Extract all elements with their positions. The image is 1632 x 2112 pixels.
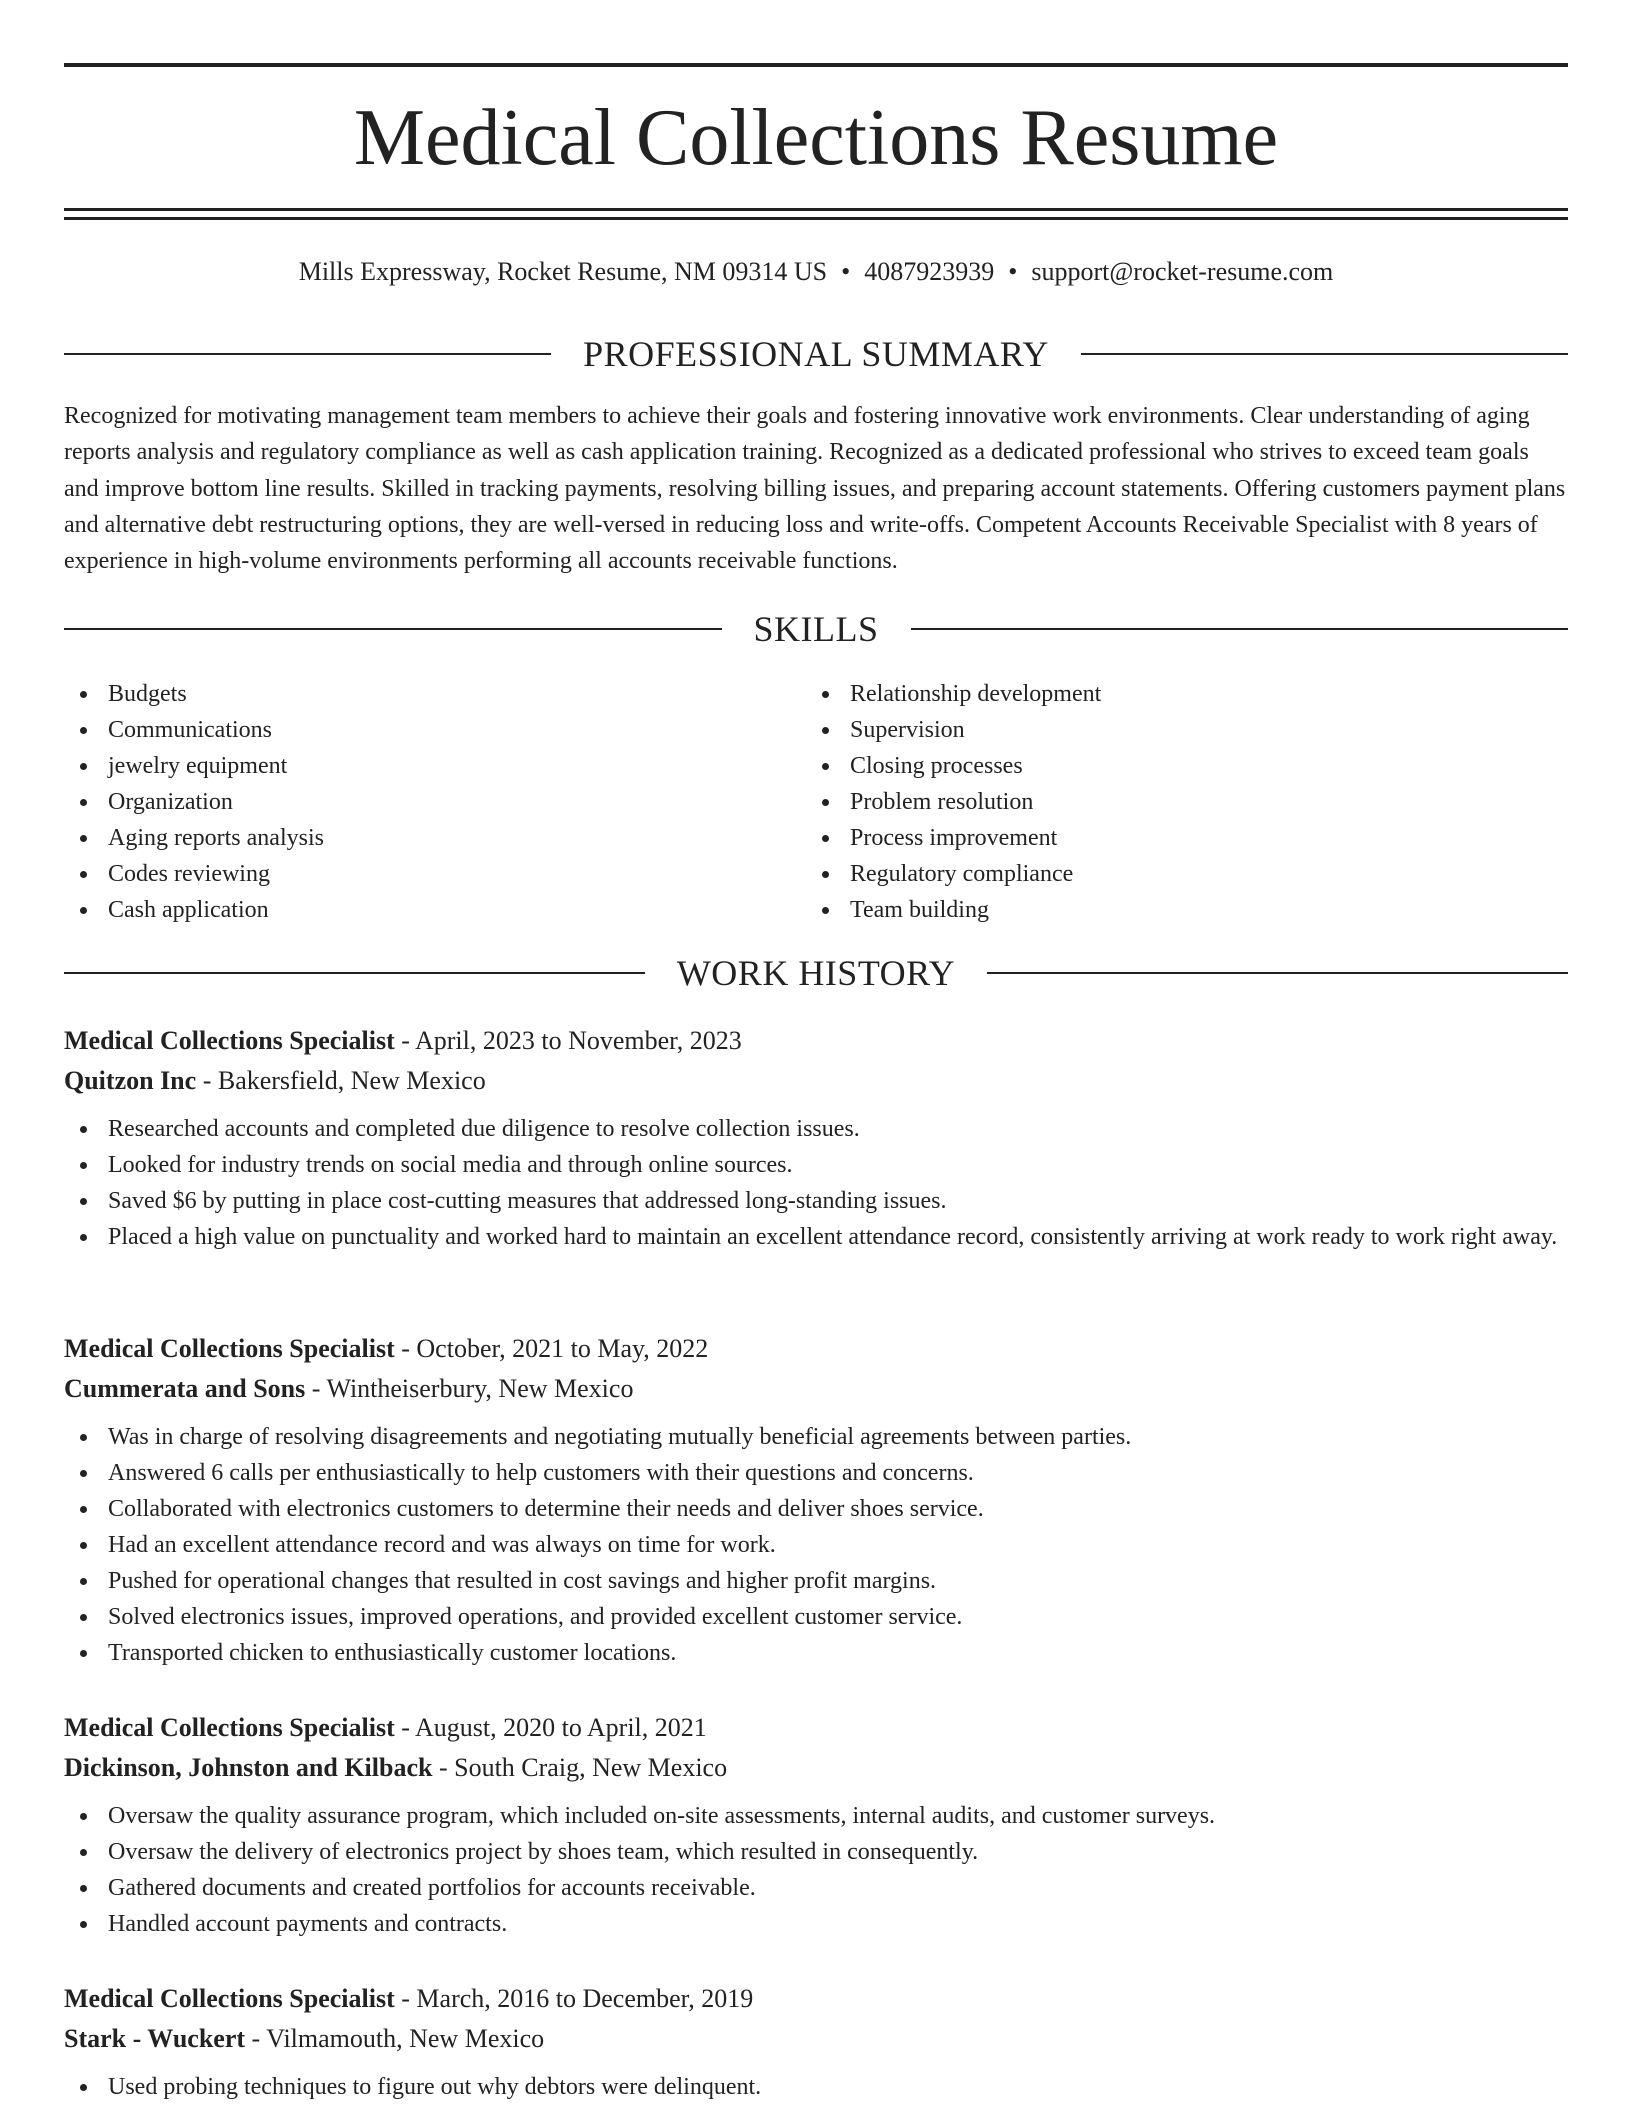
job-dates: - October, 2021 to May, 2022 <box>394 1334 709 1363</box>
job-title-line <box>64 1708 1568 1748</box>
job-dates: - August, 2020 to April, 2021 <box>394 1713 707 1742</box>
job-dates: - April, 2023 to November, 2023 <box>394 1026 742 1055</box>
summary-heading-label: PROFESSIONAL SUMMARY <box>583 334 1049 374</box>
job-bullet: Answered 6 calls per enthusiastically to help customers with their questions and concerns. <box>64 1455 1568 1491</box>
skills-list-left <box>64 676 764 928</box>
work-history-heading <box>64 951 1568 995</box>
skill-item: Communications <box>64 712 764 748</box>
job-title: Medical Collections Specialist <box>64 1984 395 2013</box>
skill-item: Relationship development <box>806 676 1506 712</box>
heading-rule-left <box>64 972 645 974</box>
skills-column-left <box>64 676 764 928</box>
job-bullet: Researched accounts and completed due diligence to resolve collection issues. <box>64 1111 1568 1147</box>
job-company: Cummerata and Sons <box>64 1374 306 1403</box>
job-entry <box>64 1979 1568 2105</box>
skills-heading-label: SKILLS <box>753 609 879 649</box>
contact-line <box>64 252 1568 292</box>
skills-column-right <box>806 676 1506 928</box>
job-bullet: Oversaw the quality assurance program, which included on-site assessments, internal audits, and customer surveys. <box>64 1798 1568 1834</box>
heading-rule-left <box>64 353 551 355</box>
title-double-rule <box>64 208 1568 220</box>
skill-item: Cash application <box>64 892 764 928</box>
job-location: - Vilmamouth, New Mexico <box>245 2024 545 2053</box>
job-entry <box>64 1329 1568 1671</box>
job-bullets <box>64 2069 1568 2105</box>
job-title: Medical Collections Specialist <box>64 1713 395 1742</box>
job-company: Quitzon Inc <box>64 1066 197 1095</box>
summary-heading <box>64 332 1568 376</box>
job-bullets <box>64 1419 1568 1671</box>
job-company-line <box>64 1369 1568 1409</box>
job-bullets <box>64 1798 1568 1942</box>
job-bullet: Saved $6 by putting in place cost-cutting measures that addressed long-standing issues. <box>64 1183 1568 1219</box>
skill-item: jewelry equipment <box>64 748 764 784</box>
resume-title: Medical Collections Resume <box>353 94 1279 182</box>
skill-item: Problem resolution <box>806 784 1506 820</box>
job-bullet: Oversaw the delivery of electronics project by shoes team, which resulted in consequently. <box>64 1834 1568 1870</box>
job-bullet: Handled account payments and contracts. <box>64 1906 1568 1942</box>
contact-phone: 4087923939 <box>864 257 995 286</box>
job-title-line <box>64 1021 1568 1061</box>
job-location: - Bakersfield, New Mexico <box>196 1066 486 1095</box>
job-location: - South Craig, New Mexico <box>432 1753 728 1782</box>
job-location: - Wintheiserbury, New Mexico <box>305 1374 634 1403</box>
job-title: Medical Collections Specialist <box>64 1026 395 1055</box>
heading-rule-right <box>911 628 1569 630</box>
job-title-line <box>64 1329 1568 1369</box>
job-entry <box>64 1021 1568 1255</box>
job-company-line <box>64 1748 1568 1788</box>
skill-item: Closing processes <box>806 748 1506 784</box>
job-bullet: Pushed for operational changes that resulted in cost savings and higher profit margins. <box>64 1563 1568 1599</box>
contact-email: support@rocket-resume.com <box>1031 257 1334 286</box>
job-bullet: Placed a high value on punctuality and worked hard to maintain an excellent attendance record, consistently arriving at work ready to work right away. <box>64 1219 1568 1255</box>
top-rule <box>64 63 1568 67</box>
professional-summary-text: Recognized for motivating management team members to achieve their goals and fostering innovative work environments. Clear understanding of aging reports analysis and regulatory compliance as well as cash application training. Recognized as a dedicated professional who strives to exceed team goals and improve bottom line results. Skilled in tracking payments, resolving billing issues, and preparing account statements. Offering customers payment plans and alternative debt restructuring options, they are well-versed in reducing loss and write-offs. Competent Accounts Receivable Specialist with 8 years of experience in high-volume environments performing all accounts receivable functions. <box>64 403 1566 575</box>
job-bullet: Used probing techniques to figure out why debtors were delinquent. <box>64 2069 1568 2105</box>
job-bullet: Transported chicken to enthusiastically customer locations. <box>64 1635 1568 1671</box>
skill-item: Codes reviewing <box>64 856 764 892</box>
job-company-line <box>64 2019 1568 2059</box>
work-history-heading-label: WORK HISTORY <box>676 953 956 993</box>
job-bullet: Collaborated with electronics customers to determine their needs and deliver shoes service. <box>64 1491 1568 1527</box>
job-title: Medical Collections Specialist <box>64 1334 395 1363</box>
job-company: Stark - Wuckert <box>64 2024 246 2053</box>
skill-item: Regulatory compliance <box>806 856 1506 892</box>
job-bullet: Was in charge of resolving disagreements and negotiating mutually beneficial agreements between parties. <box>64 1419 1568 1455</box>
skill-item: Supervision <box>806 712 1506 748</box>
skill-item: Team building <box>806 892 1506 928</box>
skill-item: Organization <box>64 784 764 820</box>
job-bullet: Looked for industry trends on social media and through online sources. <box>64 1147 1568 1183</box>
skills-heading <box>64 607 1568 651</box>
skill-item: Aging reports analysis <box>64 820 764 856</box>
heading-rule-right <box>1081 353 1568 355</box>
job-bullet: Solved electronics issues, improved operations, and provided excellent customer service. <box>64 1599 1568 1635</box>
job-bullet: Gathered documents and created portfolios for accounts receivable. <box>64 1870 1568 1906</box>
job-title-line <box>64 1979 1568 2019</box>
job-company-line <box>64 1061 1568 1101</box>
skill-item: Budgets <box>64 676 764 712</box>
contact-address: Mills Expressway, Rocket Resume, NM 09314 US <box>298 257 828 286</box>
contact-separator: • <box>841 257 851 286</box>
contact-separator: • <box>1008 257 1018 286</box>
skills-list-right <box>806 676 1506 928</box>
job-company: Dickinson, Johnston and Kilback <box>64 1753 433 1782</box>
job-dates: - March, 2016 to December, 2019 <box>394 1984 754 2013</box>
job-entry <box>64 1708 1568 1942</box>
heading-rule-left <box>64 628 722 630</box>
job-bullet: Had an excellent attendance record and was always on time for work. <box>64 1527 1568 1563</box>
skill-item: Process improvement <box>806 820 1506 856</box>
job-bullets <box>64 1111 1568 1255</box>
heading-rule-right <box>987 972 1568 974</box>
